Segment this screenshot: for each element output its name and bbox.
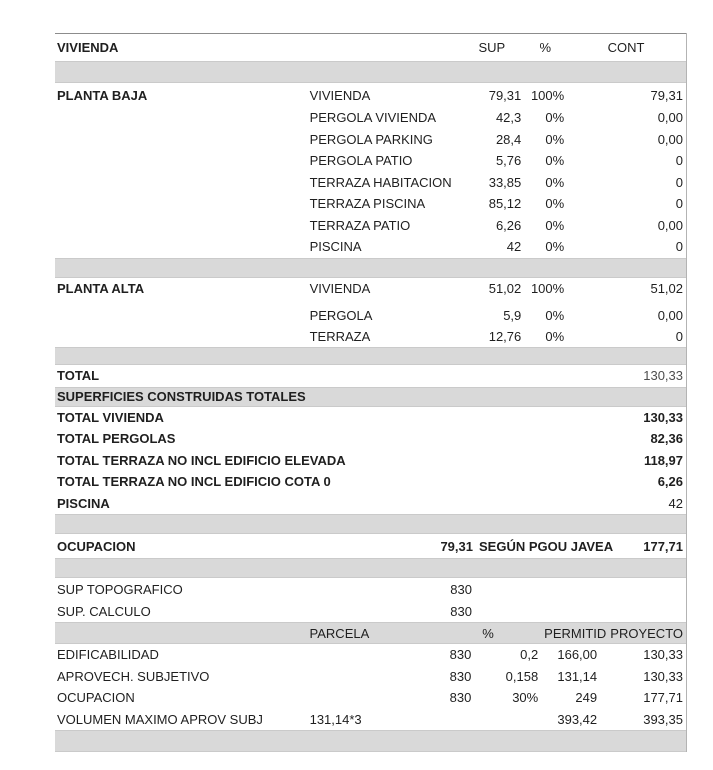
summary-row [55, 450, 686, 472]
calc-row [55, 666, 686, 688]
calc-parcela: 830 [449, 690, 472, 706]
pct-value: 0% [545, 131, 565, 147]
item-name: TERRAZA PATIO [309, 217, 411, 233]
calc-permitido: 131,14 [557, 668, 598, 684]
header-col-cont: CONT [607, 40, 645, 55]
separator-band [55, 258, 686, 278]
parcela-label: SUP TOPOGRAFICO [57, 581, 183, 597]
parcela-label: SUP. CALCULO [57, 603, 151, 619]
table-row [55, 129, 686, 151]
cont-value: 0 [675, 239, 684, 255]
total-row [55, 365, 686, 387]
sup-value: 12,76 [488, 328, 522, 344]
cont-value: 0 [675, 153, 684, 169]
calc-label: APROVECH. SUBJETIVO [57, 668, 210, 684]
separator-band [55, 558, 686, 578]
table-row [55, 236, 686, 258]
item-name: TERRAZA PISCINA [309, 196, 426, 212]
calc-permitido: 166,00 [557, 647, 598, 663]
calc-proyecto: 130,33 [643, 668, 683, 684]
cont-value: 0 [675, 328, 684, 344]
calc-header-proyecto: PROYECTO [610, 625, 684, 641]
calc-pct: 30% [512, 690, 539, 706]
table-row [55, 193, 686, 215]
cont-value: 0,00 [657, 217, 684, 233]
cont-value: 0,00 [657, 131, 684, 147]
sup-value: 33,85 [488, 174, 522, 190]
calc-proyecto: 130,33 [643, 647, 683, 663]
item-name: PERGOLA PARKING [309, 131, 433, 147]
cont-value: 0,00 [657, 110, 684, 126]
total-label: TOTAL [57, 368, 100, 383]
calc-header-row [55, 622, 686, 644]
parcela-row [55, 578, 686, 600]
calc-permitido: 249 [575, 690, 598, 706]
calc-header-permitido: PERMITID [544, 625, 607, 641]
sup-value: 28,4 [495, 131, 522, 147]
pct-value: 0% [545, 110, 565, 126]
section-title-superficies [55, 387, 686, 407]
calc-label: EDIFICABILIDAD [57, 647, 159, 663]
section-label-planta-baja: PLANTA BAJA [57, 87, 148, 103]
table-row [55, 107, 686, 129]
calc-header-pct: % [482, 625, 494, 641]
surface-table [55, 33, 687, 752]
table-row [55, 326, 686, 347]
sup-value: 42,3 [495, 110, 522, 126]
table-header-row [55, 33, 686, 61]
calc-pct: 0,158 [505, 668, 539, 684]
item-name: PERGOLA [309, 307, 373, 323]
summary-label: TOTAL VIVIENDA [57, 409, 164, 425]
pct-value: 0% [545, 328, 565, 344]
separator-band [55, 514, 686, 534]
calc-permitido: 393,42 [557, 711, 598, 727]
calc-label: OCUPACION [57, 690, 135, 706]
summary-value: 42 [668, 495, 683, 511]
ocupacion-cont: 177,71 [643, 538, 683, 554]
separator-band [55, 730, 686, 752]
item-name: PERGOLA VIVIENDA [309, 110, 437, 126]
calc-proyecto: 177,71 [643, 690, 683, 706]
item-name: VIVIENDA [309, 280, 371, 296]
cont-value: 0 [675, 174, 684, 190]
pct-value: 100% [530, 280, 565, 296]
pct-value: 0% [545, 239, 565, 255]
separator-band [55, 61, 686, 83]
ocupacion-row [55, 534, 686, 558]
pct-value: 0% [545, 153, 565, 169]
summary-label: TOTAL TERRAZA NO INCL EDIFICIO ELEVADA [57, 452, 346, 468]
summary-value: 82,36 [650, 431, 683, 447]
header-title: VIVIENDA [57, 40, 119, 55]
summary-row [55, 428, 686, 450]
table-row [55, 83, 686, 107]
sup-value: 42 [506, 239, 522, 255]
summary-row [55, 407, 686, 429]
calc-parcela: 830 [449, 647, 472, 663]
calc-proyecto: 393,35 [643, 711, 683, 727]
calc-row [55, 644, 686, 666]
table-row [55, 215, 686, 237]
cont-value: 79,31 [650, 87, 684, 103]
sup-value: 51,02 [488, 280, 522, 296]
calc-header-parcela: PARCELA [309, 625, 370, 641]
pct-value: 100% [530, 87, 565, 103]
item-name: TERRAZA HABITACION [309, 174, 452, 190]
summary-value: 130,33 [643, 409, 683, 425]
summary-label: TOTAL PERGOLAS [57, 431, 176, 447]
ocupacion-label: OCUPACION [57, 538, 136, 554]
total-value: 130,33 [643, 368, 683, 383]
ocupacion-note: SEGÚN PGOU JAVEA [479, 538, 614, 554]
sup-value: 85,12 [488, 196, 522, 212]
section-title-text: SUPERFICIES CONSTRUIDAS TOTALES [57, 389, 306, 404]
sup-value: 5,76 [495, 153, 522, 169]
summary-value: 6,26 [657, 474, 683, 490]
header-col-pct: % [539, 40, 551, 55]
summary-row [55, 493, 686, 515]
sup-value: 79,31 [488, 87, 522, 103]
summary-label: PISCINA [57, 495, 110, 511]
pct-value: 0% [545, 217, 565, 233]
cont-value: 51,02 [650, 280, 684, 296]
sup-value: 5,9 [503, 307, 522, 323]
ocupacion-sup: 79,31 [440, 538, 473, 554]
pct-value: 0% [545, 174, 565, 190]
cont-value: 0,00 [657, 307, 684, 323]
item-name: PERGOLA PATIO [309, 153, 413, 169]
parcela-value: 830 [450, 603, 472, 619]
cont-value: 0 [675, 196, 684, 212]
parcela-value: 830 [450, 581, 472, 597]
parcela-row [55, 600, 686, 622]
separator-band [55, 347, 686, 365]
table-row [55, 305, 686, 326]
header-col-sup: SUP [478, 40, 506, 55]
summary-label: TOTAL TERRAZA NO INCL EDIFICIO COTA 0 [57, 474, 331, 490]
summary-value: 118,97 [643, 452, 683, 468]
pct-value: 0% [545, 196, 565, 212]
table-row [55, 150, 686, 172]
item-name: PISCINA [309, 239, 362, 255]
calc-row [55, 687, 686, 709]
table-row [55, 278, 686, 299]
table-row [55, 172, 686, 194]
calc-parcela: 830 [449, 668, 472, 684]
pct-value: 0% [545, 307, 565, 323]
item-name: VIVIENDA [309, 87, 371, 103]
item-name: TERRAZA [309, 328, 371, 344]
calc-label: VOLUMEN MAXIMO APROV SUBJ [57, 711, 263, 727]
calc-row [55, 709, 686, 731]
calc-formula: 131,14*3 [309, 711, 362, 727]
section-label-planta-alta: PLANTA ALTA [57, 280, 145, 296]
calc-pct: 0,2 [520, 647, 539, 663]
sup-value: 6,26 [495, 217, 522, 233]
summary-row [55, 471, 686, 493]
